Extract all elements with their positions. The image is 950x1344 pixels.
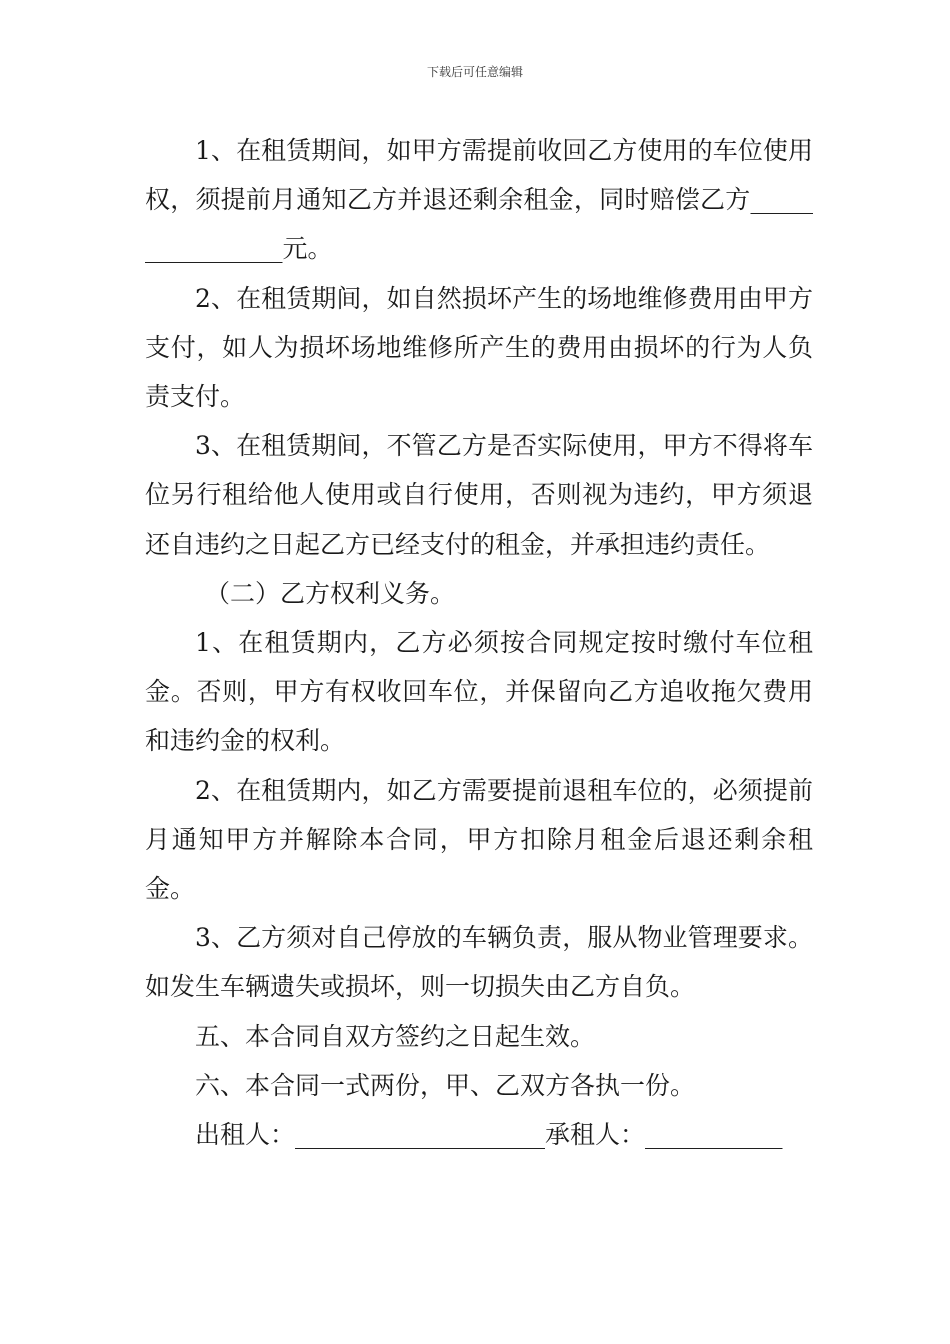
- clause-landlord-1: 1、在租赁期间，如甲方需提前收回乙方使用的车位使用权，须提前月通知乙方并退还剩余租金，同时赔偿乙方________________元。: [145, 136, 813, 264]
- clause-landlord-3: 3、在租赁期间，不管乙方是否实际使用，甲方不得将车位另行租给他人使用或自行使用，否则视为违约，甲方须退还自违约之日起乙方已经支付的租金，并承担违约责任。: [145, 431, 813, 559]
- document-body: [145, 126, 813, 1159]
- page-header: 下载后可任意编辑: [426, 65, 523, 79]
- clause-landlord-2: 2、在租赁期间，如自然损坏产生的场地维修费用由甲方支付，如人为损坏场地维修所产生的费用由损坏的行为人负责支付。: [145, 283, 813, 412]
- clause-tenant-3: 3、乙方须对自己停放的车辆负责，服从物业管理要求。如发生车辆遗失或损坏，则一切损失由乙方自负。: [145, 923, 813, 1002]
- section-heading-tenant-rights: （二）乙方权利义务。: [205, 578, 456, 608]
- clause-tenant-1: 1、在租赁期内，乙方必须按合同规定按时缴付车位租金。否则，甲方有权收回车位，并保留向乙方追收拖欠费用和违约金的权利。: [145, 628, 813, 756]
- signature-line: 出租人：____________________承租人：___________: [195, 1120, 783, 1150]
- clause-effective: 五、本合同自双方签约之日起生效。: [195, 1021, 596, 1051]
- clause-tenant-2: 2、在租赁期内，如乙方需要提前退租车位的，必须提前月通知甲方并解除本合同，甲方扣除月租金后退还剩余租金。: [145, 775, 813, 904]
- clause-copies: 六、本合同一式两份，甲、乙双方各执一份。: [195, 1070, 696, 1100]
